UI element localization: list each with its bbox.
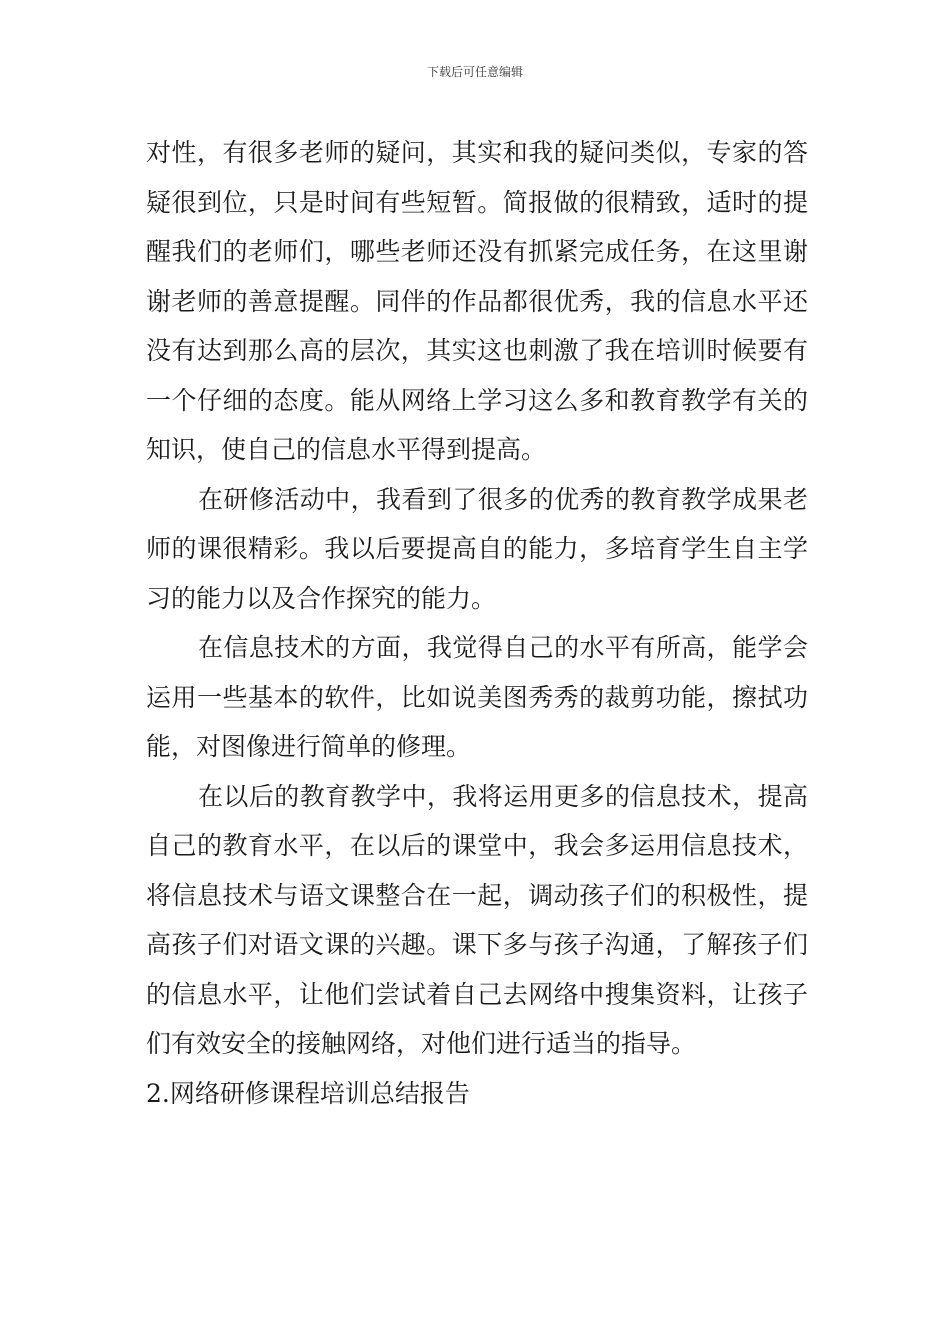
paragraph-info-tech-skills: 在信息技术的方面，我觉得自己的水平有所高，能学会运用一些基本的软件，比如说美图秀秀的裁剪功能，擦拭功能，对图像进行简单的修理。: [146, 633, 808, 761]
paragraph-future-teaching: 在以后的教育教学中，我将运用更多的信息技术，提高自己的教育水平，在以后的课堂中，我会多运用信息技术，将信息技术与语文课整合在一起，调动孩子们的积极性，提高孩子们对语文课的兴趣。课下多与孩子沟通，了解孩子们的信息水平，让他们尝试着自己去网络中搜集资料，让孩子们有效安全的接触网络，对他们进行适当的指导。: [146, 781, 808, 1058]
paragraph-continued: 对性，有很多老师的疑问，其实和我的疑问类似，专家的答疑很到位，只是时间有些短暂。简报做的很精致，适时的提醒我们的老师们，哪些老师还没有抓紧完成任务，在这里谢谢老师的善意提醒。同伴的作品都很优秀，我的信息水平还没有达到那么高的层次，其实这也刺激了我在培训时候要有一个仔细的态度。能从网络上学习这么多和教育教学有关的知识，使自己的信息水平得到提高。: [146, 138, 808, 464]
section-heading: 2.网络研修课程培训总结报告: [146, 1078, 470, 1108]
paragraph-research-activity: 在研修活动中，我看到了很多的优秀的教育教学成果老师的课很精彩。我以后要提高自的能力，多培育学生自主学习的能力以及合作探究的能力。: [146, 484, 808, 613]
page-header-note: 下载后可任意编辑: [426, 65, 523, 79]
document-body: [146, 128, 808, 1118]
